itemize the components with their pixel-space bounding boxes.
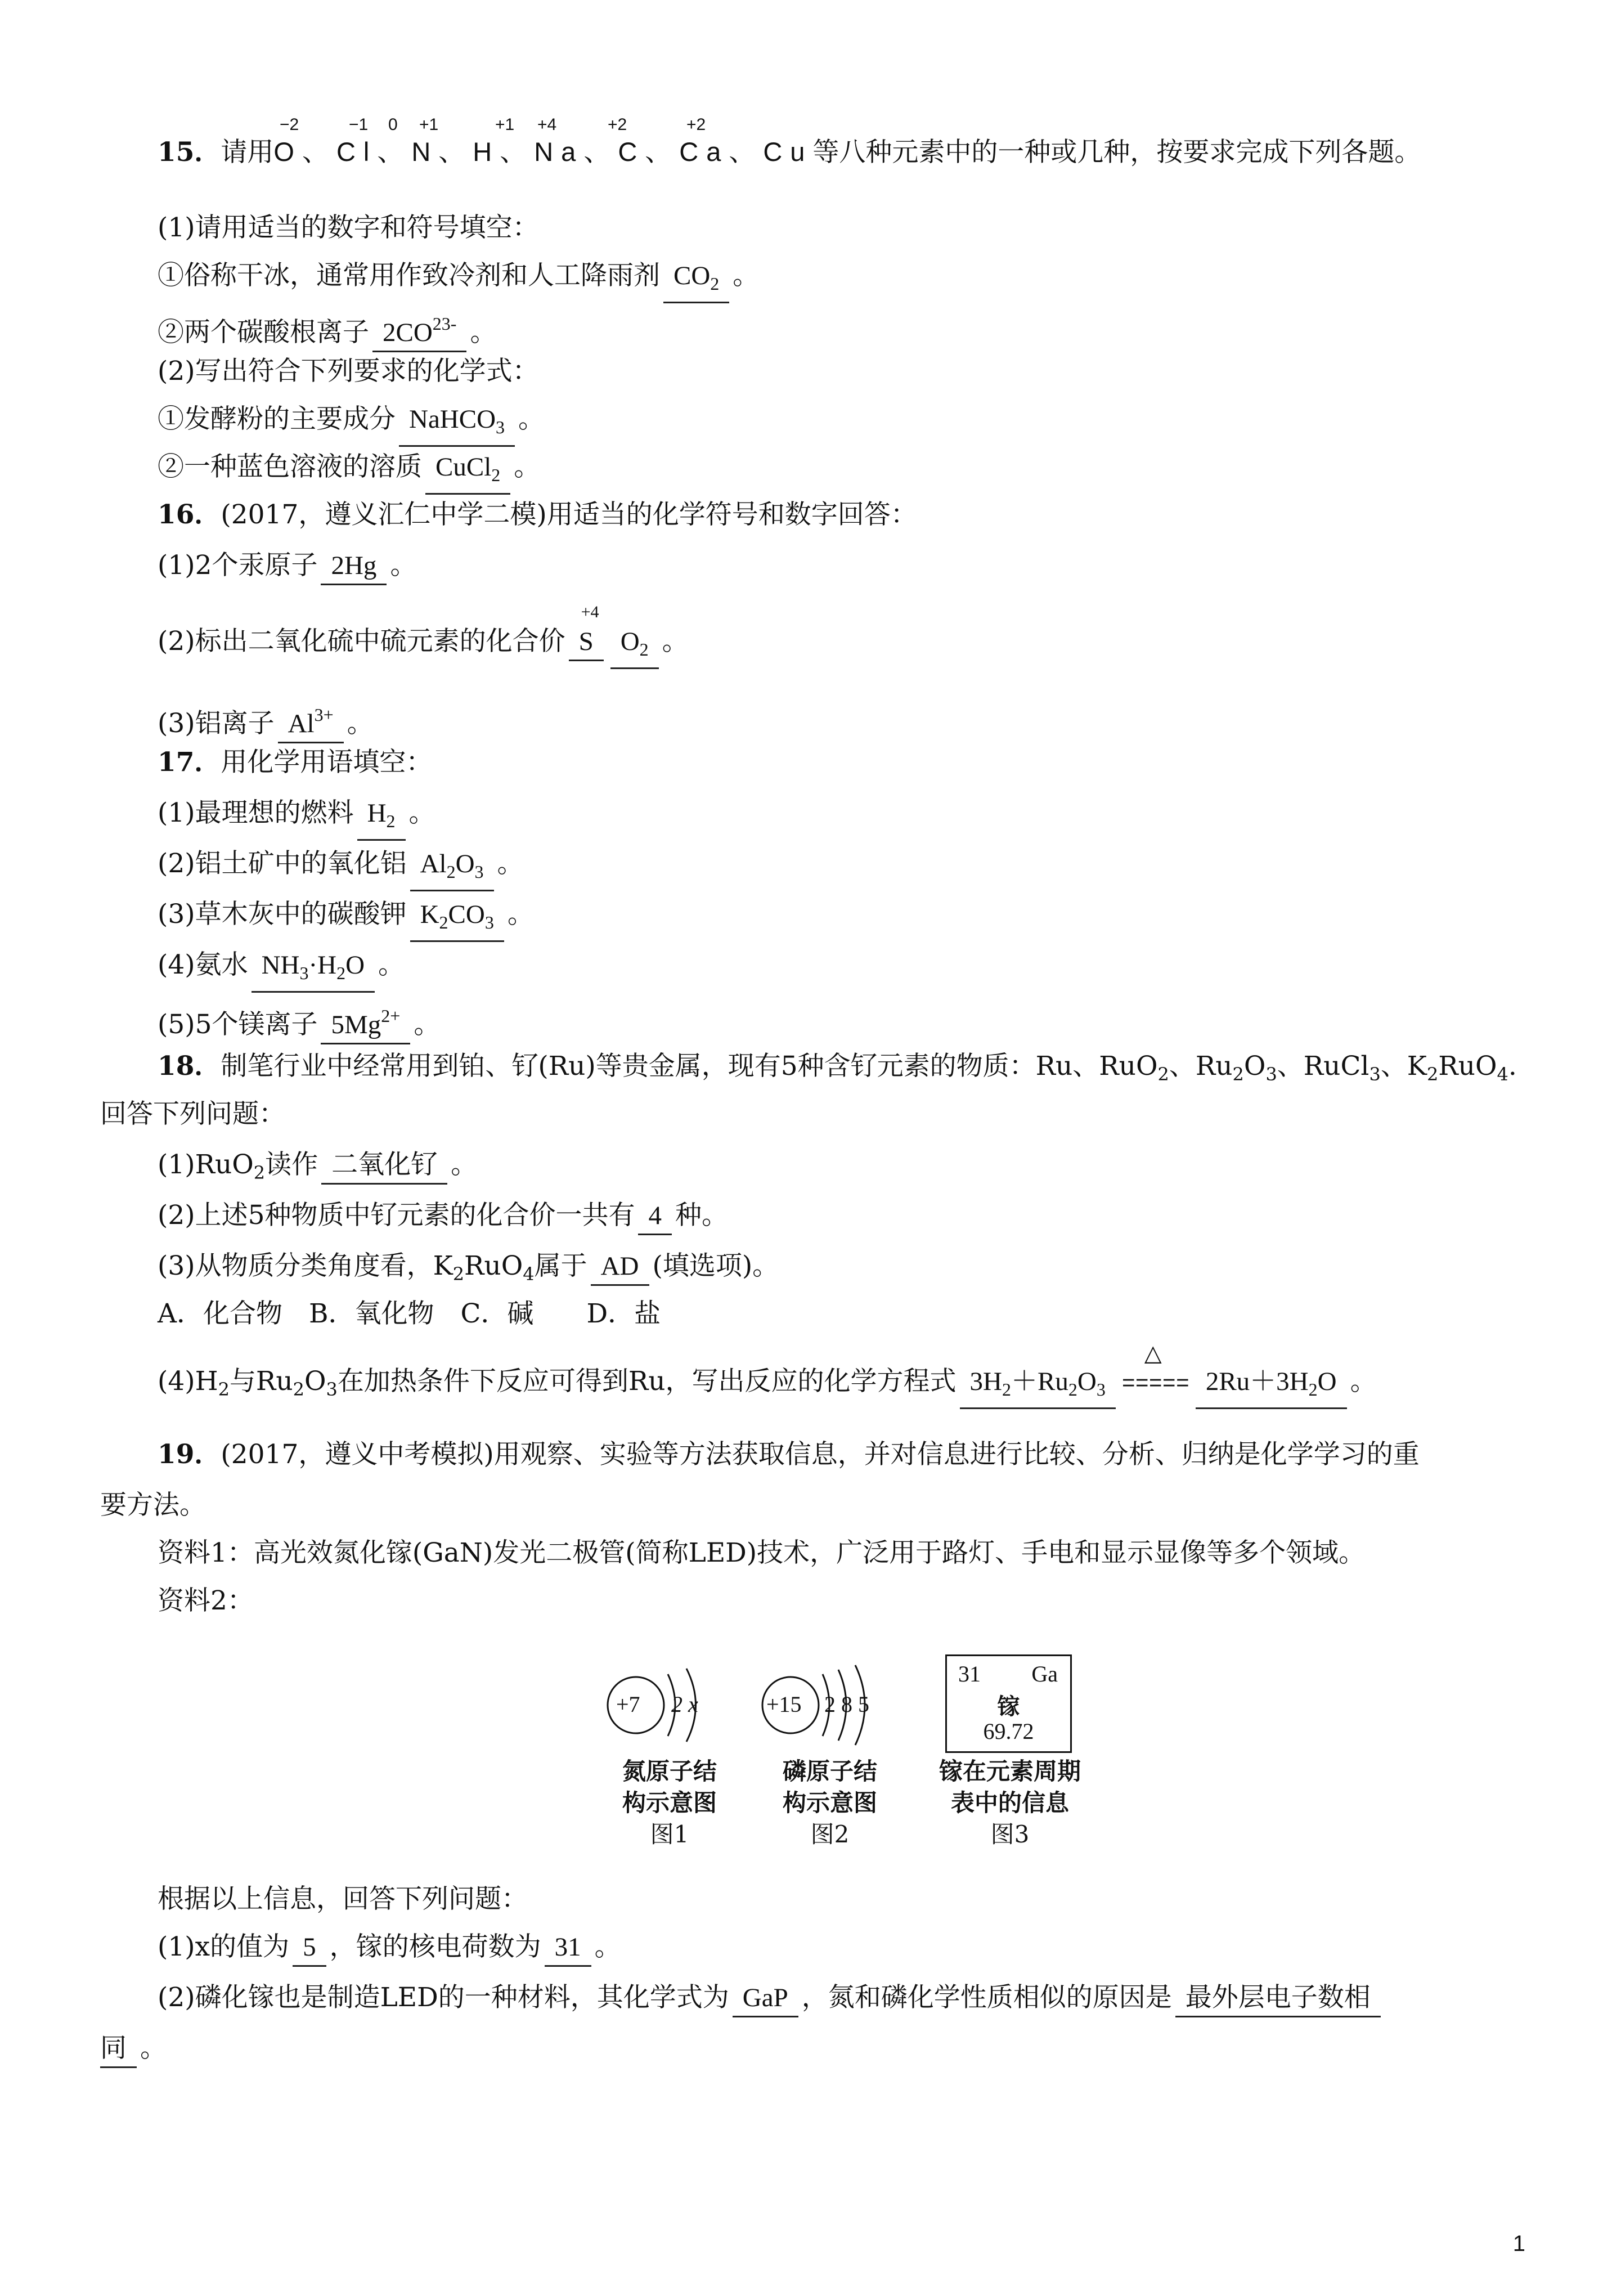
fig1-label: 图1 bbox=[650, 1820, 689, 1848]
q18-p2-text: (2)上述5种物质中钌元素的化合价一共有 bbox=[158, 1200, 635, 1231]
fig1-nucleus: +7 bbox=[616, 1692, 640, 1717]
q15-part2b: ②一种蓝色溶液的溶质 CuCl$_2$ 。 bbox=[158, 450, 540, 495]
q15-p1b-answer: $2CO^{23-}$ bbox=[372, 307, 466, 352]
q15-stem-pre: 请用 bbox=[221, 137, 274, 168]
q18-stem2: 回答下列问题： bbox=[100, 1098, 285, 1129]
fig2-caption-line1: 磷原子结 bbox=[782, 1757, 877, 1785]
fig3-atomic-number: 31 bbox=[958, 1661, 981, 1687]
q15-part1a: ①俗称干冰，通常用作致冷剂和人工降雨剂 $CO_2$ 。 bbox=[158, 259, 759, 303]
q16-p3-text: (3)铝离子 bbox=[158, 708, 275, 739]
valence-ca: +2 bbox=[608, 115, 627, 134]
q15-p1b-text: ②两个碳酸根离子 bbox=[158, 317, 369, 348]
q16-number: 16． bbox=[158, 499, 221, 530]
q18-part4: $(4)H_2$与$Ru_2O_3$在加热条件下反应可得到Ru，写出反应的化学方程式 $3H_2+Ru_2O_3$ △ ===== $2Ru+3H_2O$ 。 bbox=[158, 1365, 1377, 1409]
heat-triangle-icon: △ bbox=[1144, 1340, 1162, 1366]
fig3-periodic-table-cell bbox=[945, 1654, 1072, 1753]
q19-ref2: 资料2： bbox=[158, 1585, 254, 1616]
q15-part2: (2)写出符合下列要求的化学式： bbox=[158, 356, 539, 387]
fig2-label: 图2 bbox=[810, 1820, 850, 1848]
q17-item-4-text: (4)氨水 bbox=[158, 949, 248, 980]
q17-item-2-answer: $Al_2O_3$ bbox=[410, 847, 494, 891]
valence-cu: +2 bbox=[686, 115, 706, 134]
q17-item-3-answer: $K_2CO_3$ bbox=[410, 898, 504, 942]
fig3-label: 图3 bbox=[990, 1820, 1030, 1848]
q17-item-4-answer: $NH_3\cdot H_2O$ bbox=[252, 948, 375, 993]
q19-p2-answer2b: 同 bbox=[100, 2032, 137, 2068]
q19-p2-mid: ，氮和磷化学性质相似的原因是 bbox=[801, 1982, 1172, 2013]
q19-stem2: 要方法。 bbox=[100, 1490, 206, 1521]
q19-part1: (1)x的值为 5 ，镓的核电荷数为 31 。 bbox=[158, 1930, 621, 1967]
fig1-shells: 2 x bbox=[671, 1692, 698, 1717]
q15-elements: O、Cl、N、H、Na、C、Ca、Cu bbox=[273, 137, 813, 167]
q15-p2a-text: ①发酵粉的主要成分 bbox=[158, 403, 396, 434]
fig1-nitrogen-atom-diagram bbox=[605, 1657, 729, 1753]
q19-ref1: 资料1：高光效氮化镓(GaN)发光二极管(简称LED)技术，广泛用于路灯、手电和显示显像等多个领域。 bbox=[158, 1537, 1366, 1568]
q18-part3 bbox=[158, 1249, 779, 1291]
fig1-caption-line1: 氮原子结 bbox=[622, 1757, 717, 1785]
fig2-shells: 2 8 5 bbox=[824, 1692, 869, 1717]
q18-p1-text: (1)RuO$_2$读作 bbox=[158, 1149, 318, 1183]
q17-item-5-answer: $5Mg^{2+}$ bbox=[321, 999, 410, 1044]
q18-stem bbox=[158, 1050, 1517, 1091]
q16-o2-answer: $O_2$ bbox=[610, 625, 659, 669]
q18-p2-answer: 4 bbox=[638, 1199, 672, 1235]
q18-part1: (1)RuO$_2$读作 二氧化钌 。 bbox=[158, 1149, 478, 1183]
q16-s: S bbox=[578, 627, 594, 656]
q19-p1-mid: ，镓的核电荷数为 bbox=[329, 1931, 541, 1962]
q18-part2 bbox=[158, 1199, 728, 1235]
q18-number: 18． bbox=[158, 1051, 221, 1082]
q17-item-5: (5)5个镁离子 $5Mg^{2+}$ 。 bbox=[158, 999, 440, 1044]
q17-item-3: (3)草木灰中的碳酸钾 $K_2CO_3$ 。 bbox=[158, 898, 534, 942]
q15-part1b: ②两个碳酸根离子 $2CO^{23-}$ 。 bbox=[158, 307, 496, 352]
q17-item-2: (2)铝土矿中的氧化铝 $Al_2O_3$ 。 bbox=[158, 847, 524, 891]
q15-p2b-text: ②一种蓝色溶液的溶质 bbox=[158, 451, 422, 482]
fig3-element-name: 镓 bbox=[997, 1693, 1020, 1720]
q18-p1-answer: 二氧化钌 bbox=[321, 1148, 447, 1185]
valence-n: 0 bbox=[388, 115, 398, 134]
q15-stem bbox=[158, 135, 1421, 169]
q17-item-5-text: (5)5个镁离子 bbox=[158, 1009, 318, 1040]
fig2-nucleus: +15 bbox=[766, 1692, 802, 1717]
q17-number: 17． bbox=[158, 747, 221, 778]
q18-p4-text: $(4)H_2$与$Ru_2O_3$在加热条件下反应可得到Ru，写出反应的化学方程式 bbox=[158, 1366, 957, 1400]
fig3-caption-line1: 镓在元素周期 bbox=[939, 1757, 1081, 1785]
q18-p4-left: $3H_2+Ru_2O_3$ bbox=[960, 1365, 1116, 1409]
q19-after: 根据以上信息，回答下列问题： bbox=[158, 1884, 528, 1914]
q16-p1-answer: 2Hg bbox=[321, 549, 387, 585]
q19-p1-answer2: 31 bbox=[545, 1930, 591, 1967]
q17-item-1-text: (1)最理想的燃料 bbox=[158, 797, 354, 828]
q16-stem bbox=[158, 498, 917, 532]
valence-cl: −1 bbox=[349, 115, 369, 134]
q19-stem-text: (2017，遵义中考模拟)用观察、实验等方法获取信息，并对信息进行比较、分析、归纳是化学学习的重 bbox=[221, 1439, 1420, 1470]
q19-stem bbox=[158, 1438, 1420, 1472]
fig3-caption-line2: 表中的信息 bbox=[950, 1789, 1069, 1817]
q15-p1a-text: ①俗称干冰，通常用作致冷剂和人工降雨剂 bbox=[158, 260, 660, 291]
valence-c: +4 bbox=[537, 115, 557, 134]
equals-sign: ===== bbox=[1121, 1372, 1189, 1397]
q19-p2-answer2a: 最外层电子数相 bbox=[1175, 1981, 1381, 2017]
q17-item-4: (4)氨水 $NH_3\cdot H_2O$ 。 bbox=[158, 948, 405, 993]
q18-p3-post: (填选项)。 bbox=[652, 1250, 779, 1281]
fig1-caption bbox=[591, 1756, 748, 1850]
q19-part2 bbox=[158, 1981, 1384, 2017]
q19-p2-answer: GaP bbox=[733, 1981, 798, 2017]
q18-p3-text: (3)从物质分类角度看，$K_2RuO_4$属于 bbox=[158, 1250, 587, 1285]
q19-number: 19． bbox=[158, 1439, 221, 1470]
q16-p3-answer: $Al^{3+}$ bbox=[278, 698, 344, 743]
q15-stem-post: 等八种元素中的一种或几种，按要求完成下列各题。 bbox=[812, 137, 1421, 168]
q16-p1-text: (1)2个汞原子 bbox=[158, 550, 318, 581]
q19-part2-cont: 同 。 bbox=[100, 2032, 167, 2068]
fig2-caption-line2: 构示意图 bbox=[782, 1789, 877, 1817]
fig3-caption bbox=[914, 1756, 1106, 1850]
q18-p3-answer: AD bbox=[591, 1249, 649, 1286]
q17-item-1: (1)最理想的燃料 $H_2$ 。 bbox=[158, 796, 435, 841]
fig3-symbol: Ga bbox=[1031, 1661, 1058, 1687]
q19-p1-pre: (1)x的值为 bbox=[158, 1931, 290, 1962]
q18-p4-right: $2Ru+3H_2O$ bbox=[1196, 1365, 1347, 1409]
q19-p1-answer: 5 bbox=[293, 1930, 326, 1967]
q18-reaction-condition bbox=[1119, 1340, 1192, 1402]
q15-p2b-answer: CuCl$_2$ bbox=[425, 450, 510, 495]
q15-p2a-answer: NaHCO$_3$ bbox=[399, 402, 515, 447]
fig3-atomic-mass: 69.72 bbox=[983, 1719, 1034, 1744]
fig2-caption bbox=[751, 1756, 909, 1850]
q17-stem bbox=[158, 746, 432, 779]
page-number: 1 bbox=[1512, 2231, 1525, 2256]
q18-options: A．化合物 B．氧化物 C．碱 D．盐 bbox=[158, 1298, 661, 1329]
q16-part2: (2)标出二氧化硫中硫元素的化合价 +4 S $O_2$ 。 bbox=[158, 625, 689, 669]
q18-p2-post: 种。 bbox=[675, 1200, 728, 1231]
q16-p2-text: (2)标出二氧化硫中硫元素的化合价 bbox=[158, 626, 565, 657]
q16-valence: +4 bbox=[581, 603, 599, 621]
q15-p1a-answer: $CO_2$ bbox=[663, 259, 729, 303]
q18-stem-text: 制笔行业中经常用到铂、钌(Ru)等贵金属，现有5种含钌元素的物质：Ru、RuO$_2$、$Ru_2O_3$、RuCl$_3$、$K_2RuO_4$. bbox=[221, 1051, 1517, 1085]
q19-p2-pre: (2)磷化镓也是制造LED的一种材料，其化学式为 bbox=[158, 1982, 729, 2013]
valence-o: −2 bbox=[280, 115, 299, 134]
q15-part1: (1)请用适当的数字和符号填空： bbox=[158, 212, 539, 243]
q15-number: 15． bbox=[158, 137, 221, 168]
q17-stem-text: 用化学用语填空： bbox=[221, 747, 433, 778]
q16-part3: (3)铝离子 $Al^{3+}$ 。 bbox=[158, 698, 374, 743]
q16-part1: (1)2个汞原子 2Hg 。 bbox=[158, 549, 416, 585]
q16-p2-answer bbox=[569, 603, 604, 661]
q17-item-1-answer: $H_2$ bbox=[357, 796, 406, 841]
valence-h: +1 bbox=[419, 115, 439, 134]
fig1-caption-line2: 构示意图 bbox=[622, 1789, 717, 1817]
q16-stem-text: (2017，遵义汇仁中学二模)用适当的化学符号和数字回答： bbox=[221, 499, 917, 530]
valence-na: +1 bbox=[495, 115, 515, 134]
q17-item-2-text: (2)铝土矿中的氧化铝 bbox=[158, 848, 407, 879]
q15-part2a: ①发酵粉的主要成分 NaHCO$_3$ 。 bbox=[158, 402, 545, 447]
q17-item-3-text: (3)草木灰中的碳酸钾 bbox=[158, 899, 407, 930]
fig2-phosphorus-atom-diagram bbox=[760, 1657, 906, 1753]
